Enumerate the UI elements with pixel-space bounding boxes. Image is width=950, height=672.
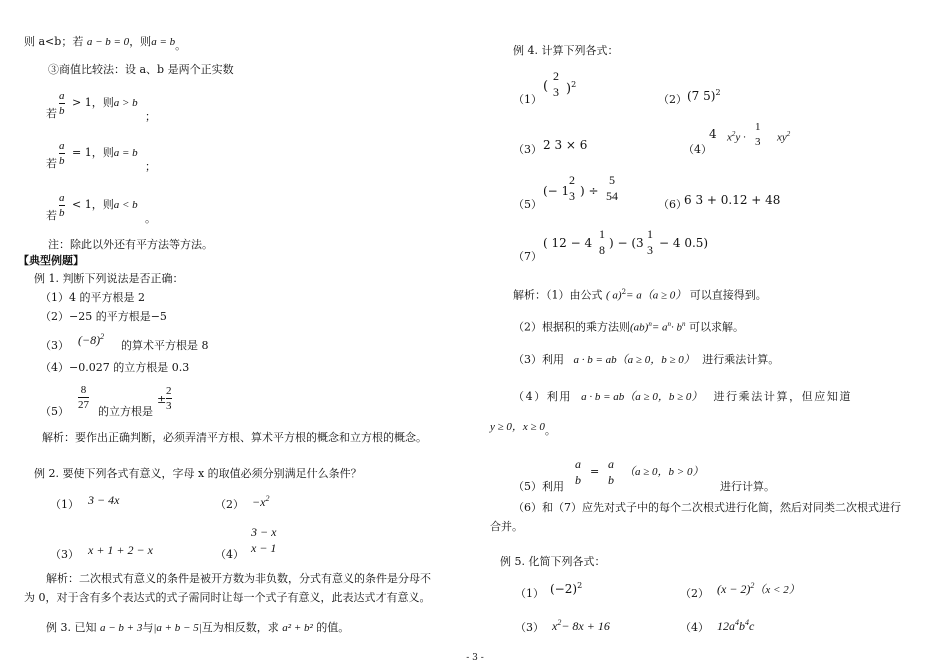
expr-2root3-times-root6: 2 3 × 6 [543,138,588,152]
exponent: 2 [571,80,577,89]
fraction-sqrt-a-over-b [575,458,581,487]
exponent: 4 [745,618,749,627]
analysis-6-7-cont: 合并。 [490,520,523,533]
base: (x − 2) [717,582,751,596]
fraction-a-over-b [608,458,614,487]
punct: ； [145,160,156,173]
text: 。 [175,39,187,52]
label: （2） [680,587,709,600]
var: x [552,619,558,633]
var: b [739,619,745,633]
expr-part: ) − (3 [609,236,644,250]
equals: = [590,465,600,478]
exponent: n [682,320,686,328]
exponent: 2 [621,288,627,296]
text: 的立方根是 [98,405,153,418]
example-5-title: 例 5. 化简下列各式： [500,555,606,568]
numerator: 1 [755,121,761,133]
condition-1 [72,97,138,110]
text: ，则 [129,35,152,48]
expr-3-minus-4x: 3 − 4x [88,493,120,507]
denominator: b [575,473,581,488]
base: (−8) [78,333,101,347]
exponent: 2 [731,130,736,138]
condition-3 [72,199,138,212]
expr-part: ( 12 − 4 [543,236,593,250]
denominator: 27 [78,399,89,412]
fraction-5-54 [606,174,618,203]
example-1-item-5-label: （5） [40,405,69,418]
line-a-less-b [24,35,187,52]
note: 注：除此以外还有平方法等方法。 [48,238,213,251]
math-expr: = a（a ≥ 0） [626,289,687,302]
numerator: 3 − x [251,525,277,539]
exponent: 2 [577,581,583,590]
label: （6） [658,198,687,211]
example-1-analysis: 解析：要作出正确判断，必须弄清平方根、算术平方根的概念和立方根的概念。 [42,431,427,444]
result: a > b [113,97,138,109]
relation: = 1，则 [72,146,114,159]
denominator: 3 [647,243,653,258]
expr-neg2-squared [550,581,582,597]
paren-exp [566,80,576,97]
text: （3）利用 [513,353,564,366]
math-expr: a² + b² [282,622,313,634]
numerator: 2 [569,173,575,187]
text: 与 [142,621,154,634]
exponent: 4 [735,618,739,627]
exponent: n [648,320,652,328]
example-1-item-3 [40,340,69,353]
expr-x-minus-2-squared [717,581,800,597]
numerator: a [59,192,65,204]
label: （1） [50,498,79,511]
exponent: n [667,320,672,328]
fraction-2-3 [553,70,559,99]
result: a < b [113,199,138,211]
numerator: 1 [599,227,605,241]
analysis-6-7: （6）和（7）应先对式子中的每个二次根式进行化简，然后对同类二次根式进行 [513,501,901,514]
fraction-a-over-b [59,90,65,117]
text: 则 a<b；若 [24,35,84,48]
math-expr: · b [671,321,683,334]
label: （1） [513,93,542,106]
analysis-1 [513,288,767,302]
expr-part: − 4 0.5) [659,236,709,250]
denominator: b [59,207,65,220]
expr-6root3-plus: 6 3 + 0.12 + 48 [684,193,781,207]
result: a = b [113,147,138,159]
condition: （x < 2） [754,584,800,596]
text: 互为相反数，求 [201,621,279,634]
exponent: 2 [715,88,721,97]
denominator: 54 [606,189,618,204]
analysis-4 [513,391,852,404]
text: 可以直接得到。 [689,288,767,302]
math-expr: (ab) [630,321,649,334]
relation: > 1，则 [72,96,114,109]
var: c [749,619,755,633]
label: （3） [515,621,544,634]
condition: （a ≥ 0，b > 0） [624,466,704,478]
example-1-title: 例 1. 判断下列说法是否正确： [34,272,184,285]
exponent: 2 [100,332,105,341]
example-1-item-4: （4）−0.027 的立方根是 0.3 [40,361,190,374]
expr-12a4b4c [717,618,754,634]
coef: 12a [717,619,735,633]
plus-minus: ± [157,393,167,406]
numerator: 2 [166,385,172,397]
xy2-term [777,130,790,144]
label: （4） [680,621,709,634]
text: 例 3. 已知 [46,621,97,634]
label: （2） [215,498,244,511]
math-expr: a − b + 3 [100,622,143,634]
label: （4） [215,548,244,561]
var: y · [735,131,746,144]
example-4-title: 例 4. 计算下列各式： [513,44,619,57]
denominator: b [608,473,614,488]
fraction-2-3 [569,174,575,203]
numerator: 2 [553,69,559,83]
text: 的值。 [316,621,350,634]
label: （3） [40,339,69,352]
analysis-5-end: 进行计算。 [720,480,775,493]
example-2-analysis-1: 解析：二次根式有意义的条件是被开方数为非负数，分式有意义的条件是分母不 [46,572,431,585]
text: 进行乘法计算。 [702,353,780,366]
numerator: a [608,457,614,471]
exponent: 2 [265,494,270,503]
math-expr: a · b = ab（a ≥ 0，b ≥ 0） [581,391,703,403]
denominator: x − 1 [251,541,277,556]
example-2-title: 例 2. 要使下列各式有意义，字母 x 的取值必须分别满足什么条件？ [34,467,362,480]
if-label: 若 [46,107,57,120]
denominator: 3 [553,85,559,100]
text: 解析：（1）由公式 [513,288,603,302]
var: xy [777,131,787,144]
numerator: 8 [80,384,87,396]
math-expr: = a [651,321,668,334]
fraction-1-3 [647,228,653,257]
label: （7） [513,250,542,263]
fraction-8-27 [78,384,89,411]
condition-2 [72,147,138,160]
label: （5） [513,198,542,211]
expr-part: ) ÷ [580,184,599,198]
if-label: 若 [46,157,57,170]
label: （2） [658,93,687,106]
exponent: 2 [786,130,791,138]
text: （4）利用 [513,390,572,403]
fraction-2-3 [166,385,172,412]
denominator: b [59,155,65,168]
numerator: 5 [609,173,615,187]
analysis-5-label: （5）利用 [513,480,564,493]
quotient-method: ③商值比较法：设 a、b 是两个正实数 [48,63,234,76]
var: x [727,131,732,144]
denominator: 8 [599,243,605,258]
text: 的算术平方根是 8 [121,339,209,352]
expr-7-root-5-squared [687,88,721,104]
section-title: 【典型例题】 [18,254,84,267]
x2y-term [727,130,746,144]
label: （3） [513,143,542,156]
punct: 。 [145,212,156,225]
math-expr: a · b = ab（a ≥ 0，b ≥ 0） [573,354,695,366]
math-expr: a = b [151,36,176,48]
example-3 [46,622,349,635]
paren: ( [543,79,549,94]
paren: ) [566,81,572,97]
fraction-1-3 [755,121,761,148]
label: （1） [515,587,544,600]
base: (−2) [550,582,578,596]
fraction-a-over-b [59,192,65,219]
fraction-3-minus-x [251,526,276,555]
denominator: 3 [755,136,761,149]
math-expr: ( a) [606,289,622,302]
expr-x-plus-1: x + 1 + 2 − x [88,543,153,557]
exponent: 2 [750,581,755,590]
expr-neg-x-squared [252,494,269,510]
math-expr: a − b = 0 [86,36,130,48]
math-expr: |a + b − 5| [153,622,202,634]
neg-8-squared [78,332,104,348]
expr-x2-minus-8x-16 [552,618,610,634]
denominator: b [59,105,65,118]
text: 可以求解。 [689,320,745,334]
rest: − 8x + 16 [561,619,610,633]
expr-part: (− 1 [543,184,570,198]
denominator: 3 [166,400,172,413]
if-label: 若 [46,209,57,222]
numerator: a [575,457,581,471]
relation: < 1，则 [72,198,114,211]
exponent: 2 [557,618,562,627]
base: (7 5) [687,89,716,103]
numerator: 1 [647,227,653,241]
example-1-item-2: （2）−25 的平方根是−5 [40,310,167,323]
example-1-item-1: （1）4 的平方根是 2 [40,291,145,304]
math-expr: y ≥ 0，x ≥ 0 [490,421,545,433]
fraction-a-over-b [59,140,65,167]
punct: ； [145,110,156,123]
numerator: a [59,90,65,102]
analysis-2 [513,320,744,334]
page-number: - 3 - [466,653,484,663]
denominator: 3 [569,189,575,204]
text: 进行乘法计算，但应知道 [713,390,853,403]
example-2-analysis-2: 为 0，对于含有多个表达式的式子需同时让每一个式子有意义，此表达式才有意义。 [24,591,431,604]
coef-4: 4 [709,127,717,141]
label: （3） [50,548,79,561]
text: （2）根据积的乘方法则 [513,320,630,334]
label: （4） [683,143,712,156]
base: −x [252,495,266,509]
analysis-4-cont [490,421,556,437]
analysis-3 [513,354,779,367]
fraction-1-8 [599,228,605,257]
numerator: a [59,140,65,152]
text: 。 [544,424,556,437]
